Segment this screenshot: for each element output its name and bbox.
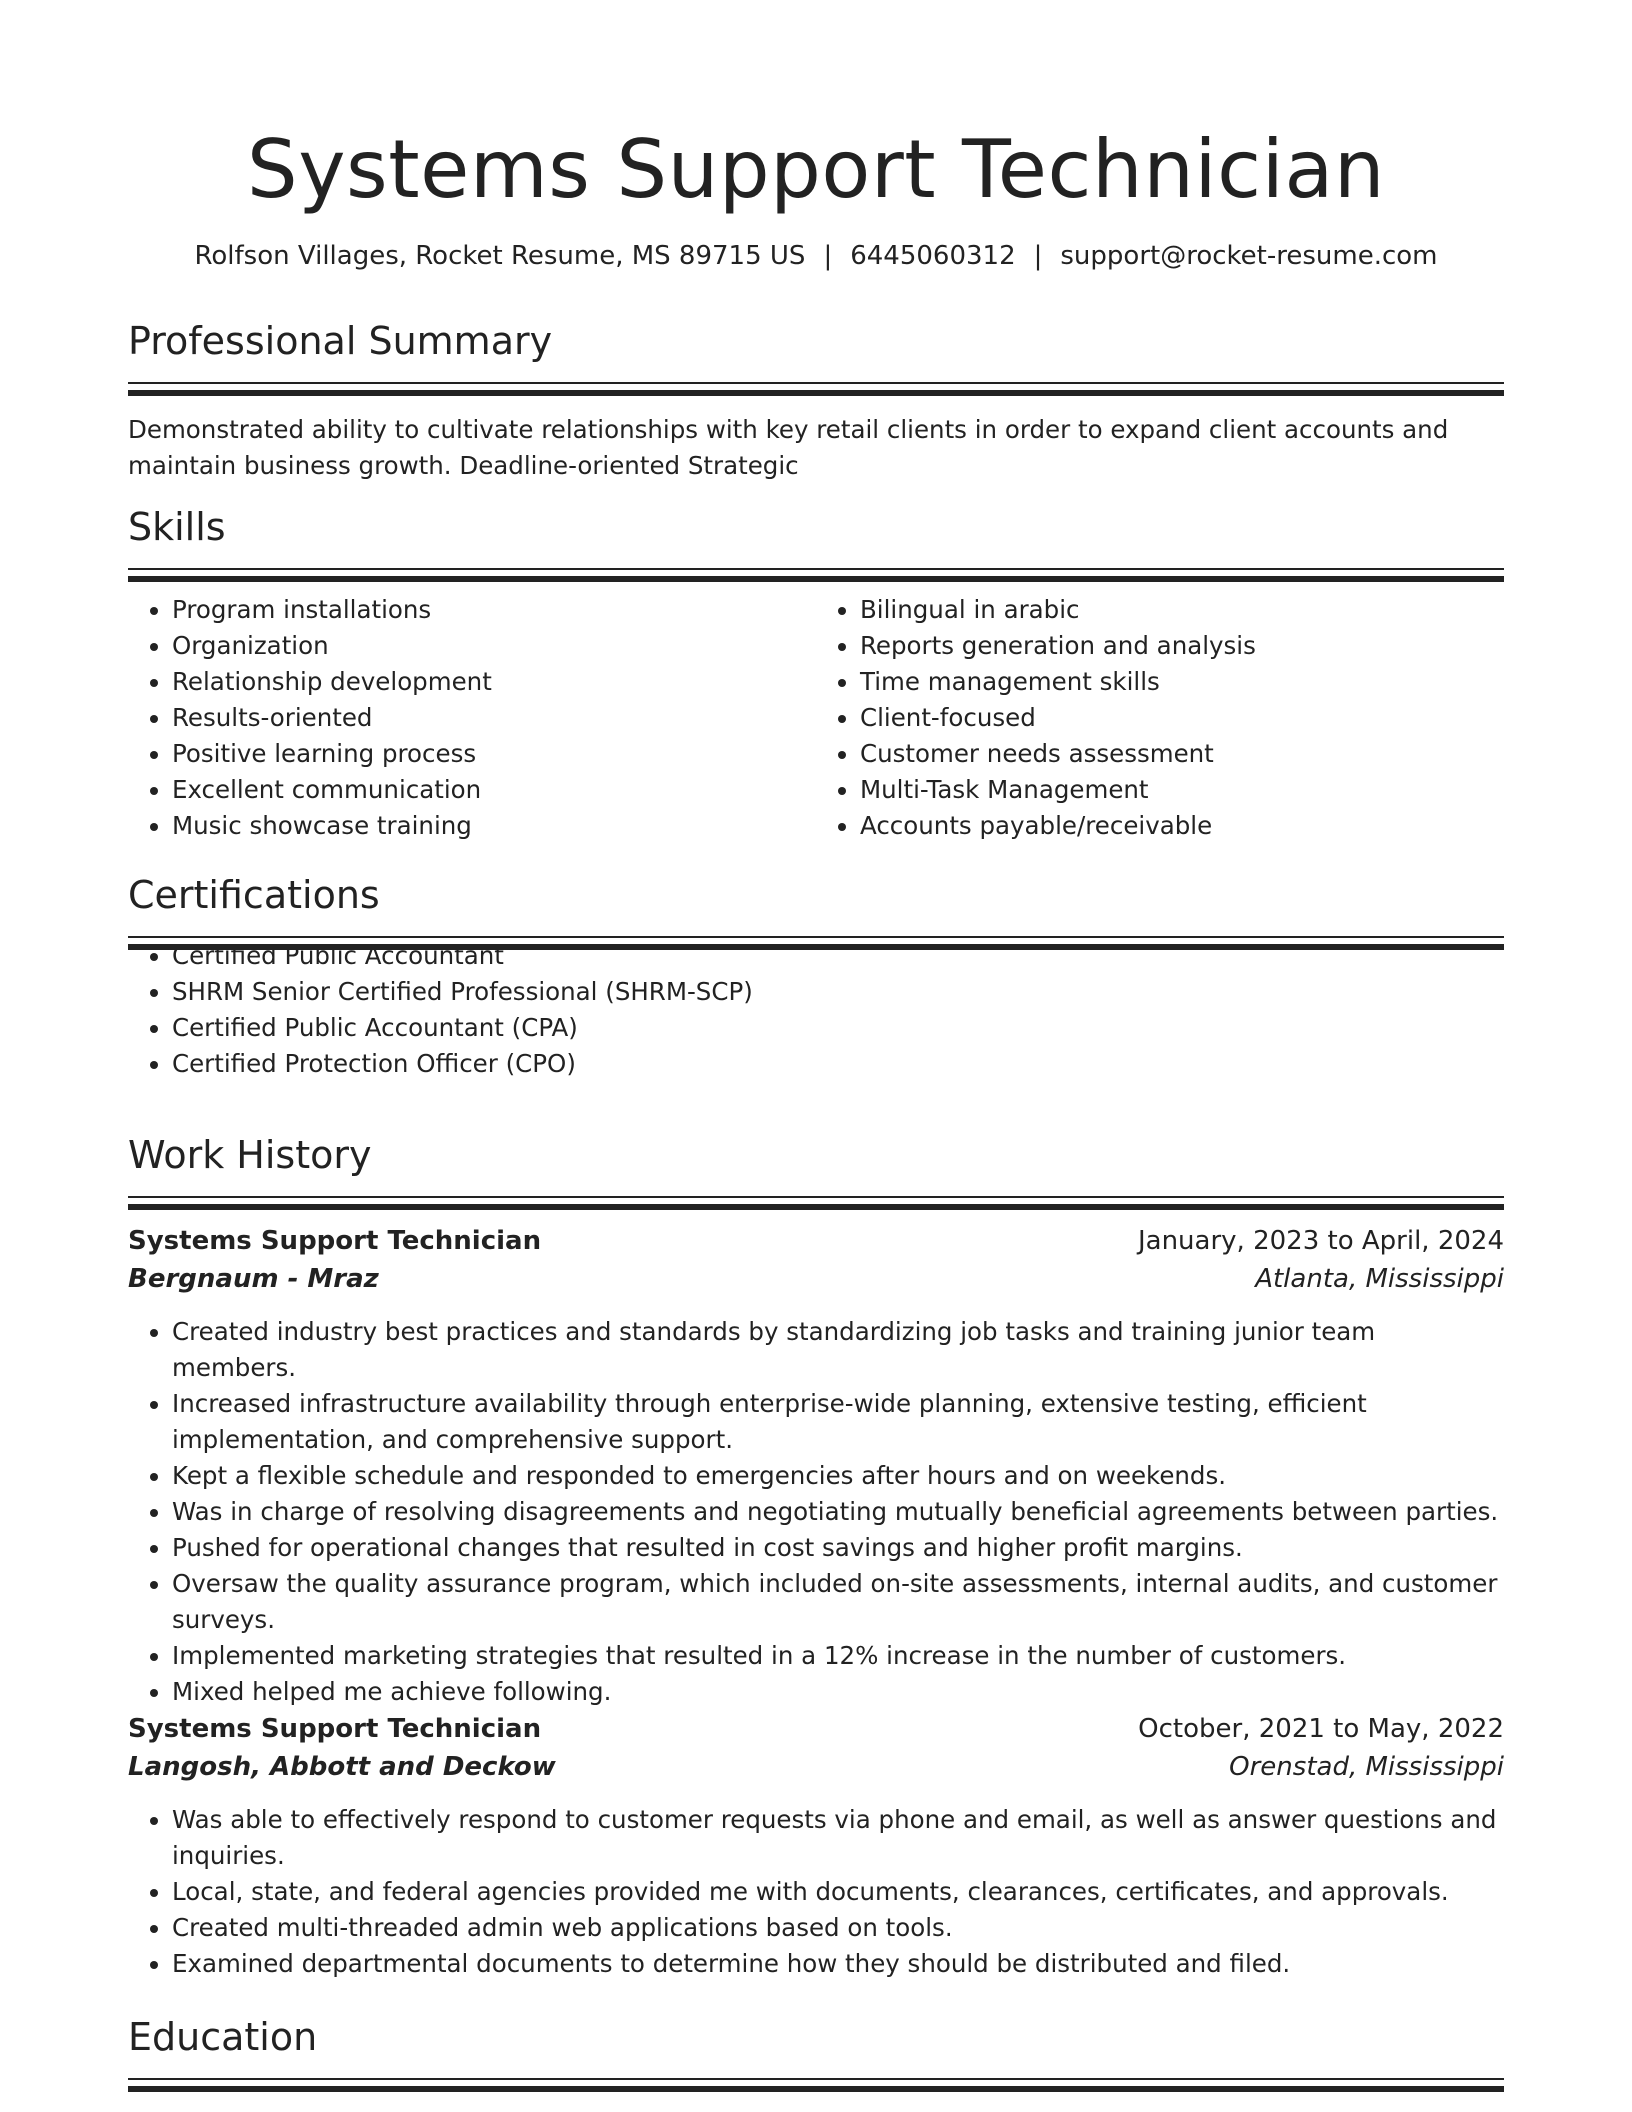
certification-item: • Certified Protection Officer (CPO) [172, 1046, 1504, 1082]
job-bullet: • Pushed for operational changes that resulted in cost savings and higher profit margins. [172, 1530, 1504, 1566]
resume-title: Systems Support Technician [246, 123, 1386, 216]
job-header [128, 1710, 1504, 1748]
certifications-section [128, 870, 1504, 1082]
contact-separator: | [1033, 241, 1043, 271]
skill-item: • Time management skills [860, 664, 1504, 700]
skill-item: • Program installations [172, 592, 816, 628]
job-location: Atlanta, Mississippi [1255, 1264, 1504, 1294]
job-subheader [128, 1260, 1504, 1298]
job-entry [128, 1710, 1504, 1982]
summary-section [128, 316, 1504, 484]
work-history-heading: Work History [128, 1133, 372, 1177]
skills-section [128, 502, 1504, 844]
skill-item: • Music showcase training [172, 808, 816, 844]
skills-list-right [816, 592, 1504, 844]
job-company: Bergnaum - Mraz [128, 1264, 379, 1294]
job-subheader [128, 1748, 1504, 1786]
skills-list-left [128, 592, 816, 844]
skill-item: • Customer needs assessment [860, 736, 1504, 772]
job-bullet: • Was in charge of resolving disagreements and negotiating mutually beneficial agreements between parties. [172, 1494, 1504, 1530]
skill-item: • Excellent communication [172, 772, 816, 808]
work-history-section [128, 1130, 1504, 1198]
job-bullet: • Kept a flexible schedule and responded to emergencies after hours and on weekends. [172, 1458, 1504, 1494]
job-company: Langosh, Abbott and Deckow [128, 1752, 556, 1782]
certification-item: • Certified Public Accountant [172, 938, 1504, 974]
skill-item: • Positive learning process [172, 736, 816, 772]
section-divider [128, 1196, 1504, 1198]
job-bullet: • Implemented marketing strategies that resulted in a 12% increase in the number of customers. [172, 1638, 1504, 1674]
skill-item: • Bilingual in arabic [860, 592, 1504, 628]
contact-address: Rolfson Villages, Rocket Resume, MS 89715 US [194, 241, 806, 271]
skill-item: • Accounts payable/receivable [860, 808, 1504, 844]
job-dates: October, 2021 to May, 2022 [1138, 1714, 1504, 1744]
job-bullets [128, 1314, 1504, 1710]
skill-item: • Organization [172, 628, 816, 664]
skill-item: • Reports generation and analysis [860, 628, 1504, 664]
certifications-list [128, 938, 1504, 1082]
job-bullet: • Mixed helped me achieve following. [172, 1674, 1504, 1710]
contact-phone: 6445060312 [850, 241, 1016, 271]
job-bullet: • Oversaw the quality assurance program, which included on-site assessments, internal audits, and customer surveys. [172, 1566, 1504, 1638]
section-divider [128, 2078, 1504, 2080]
section-divider [128, 568, 1504, 570]
job-bullet: • Was able to effectively respond to customer requests via phone and email, as well as answer questions and inquiries. [172, 1802, 1504, 1874]
job-entry [128, 1222, 1504, 1710]
contact-email[interactable]: support@rocket-resume.com [1060, 241, 1438, 271]
certifications-heading: Certifications [128, 873, 380, 917]
job-location: Orenstad, Mississippi [1229, 1752, 1504, 1782]
certification-item: • Certified Public Accountant (CPA) [172, 1010, 1504, 1046]
education-section [128, 2012, 1504, 2080]
contact-separator: | [823, 241, 833, 271]
skill-item: • Results-oriented [172, 700, 816, 736]
job-dates: January, 2023 to April, 2024 [1137, 1226, 1504, 1256]
job-bullet: • Created industry best practices and standards by standardizing job tasks and training junior team members. [172, 1314, 1504, 1386]
skills-columns [128, 592, 1504, 844]
job-title: Systems Support Technician [128, 1226, 542, 1256]
job-bullet: • Examined departmental documents to determine how they should be distributed and filed. [172, 1946, 1504, 1982]
skill-item: • Multi-Task Management [860, 772, 1504, 808]
summary-text: Demonstrated ability to cultivate relationships with key retail clients in order to expand client accounts and maintain business growth. Deadline-oriented Strategic [128, 415, 1449, 480]
job-header [128, 1222, 1504, 1260]
job-bullet: • Increased infrastructure availability through enterprise-wide planning, extensive testing, efficient implementation, and comprehensive support. [172, 1386, 1504, 1458]
section-divider [128, 936, 1504, 938]
skill-item: • Relationship development [172, 664, 816, 700]
skills-heading: Skills [128, 505, 226, 549]
section-divider [128, 382, 1504, 384]
contact-line [128, 238, 1504, 274]
job-bullet: • Local, state, and federal agencies provided me with documents, clearances, certificates, and approvals. [172, 1874, 1504, 1910]
certification-item: • SHRM Senior Certified Professional (SHRM-SCP) [172, 974, 1504, 1010]
job-title: Systems Support Technician [128, 1714, 542, 1744]
education-heading: Education [128, 2015, 318, 2059]
job-bullet: • Created multi-threaded admin web applications based on tools. [172, 1910, 1504, 1946]
skill-item: • Client-focused [860, 700, 1504, 736]
summary-heading: Professional Summary [128, 319, 553, 363]
job-bullets [128, 1802, 1504, 1982]
